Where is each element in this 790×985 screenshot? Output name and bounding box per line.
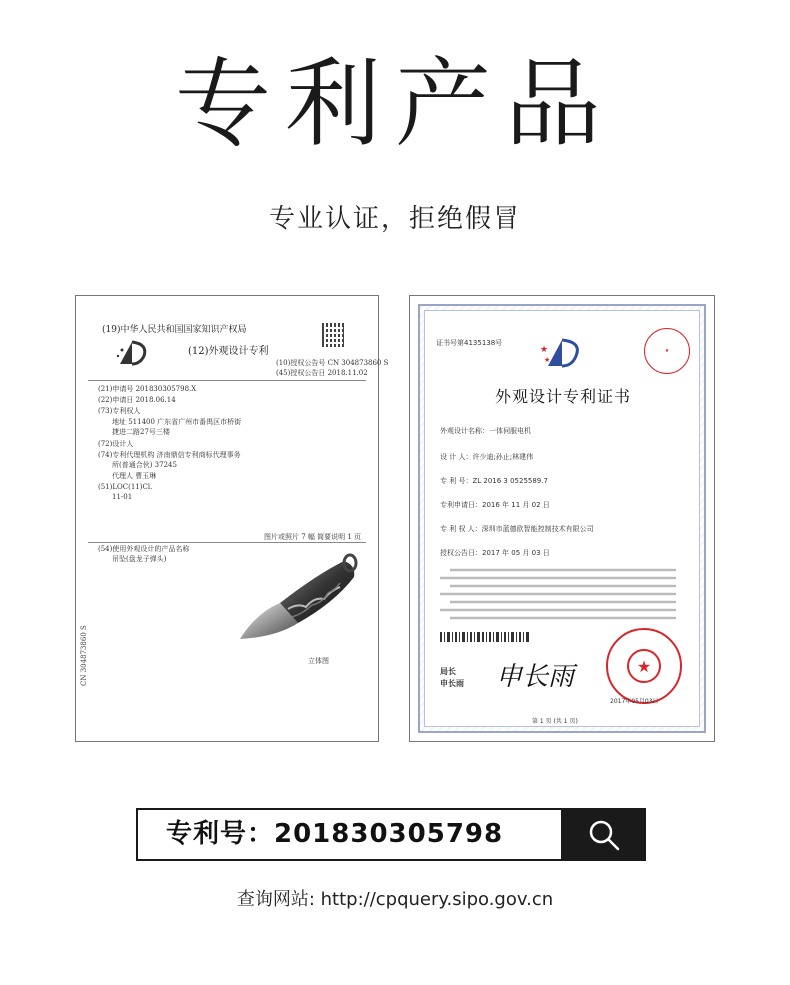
field-line: 所(普通合伙) 37245 xyxy=(112,461,177,469)
patent-publication-document xyxy=(75,295,389,742)
certificate-field: 专利申请日：2016 年 11 月 02 日 xyxy=(440,501,550,509)
page-footer: 第 1 页 (共 1 页) xyxy=(532,718,578,725)
certificate-body-text-lines xyxy=(440,564,680,626)
certificate-field: 专 利 权 人：深圳市蓝德欧智能控制技术有限公司 xyxy=(440,525,594,533)
patent-office-logo-icon xyxy=(538,336,586,370)
field-line: 11-01 xyxy=(112,493,133,501)
office-name: (19)中华人民共和国国家知识产权局 xyxy=(102,325,247,335)
svg-text:★: ★ xyxy=(540,345,549,355)
barcode-icon xyxy=(440,632,560,642)
certificate-number: 证书号第4135138号 xyxy=(436,339,503,347)
qr-code-icon xyxy=(322,323,346,347)
field-line: (73)专利权人 xyxy=(98,407,141,415)
divider xyxy=(88,380,366,381)
certificate-title: 外观设计专利证书 xyxy=(494,387,631,406)
field-line: (51)LOC(11)Cl. xyxy=(98,483,153,491)
field-line: 地址 511400 广东省广州市番禺区市桥街 xyxy=(112,418,242,426)
patent-number-text: 专利号：201830305798 xyxy=(166,819,504,849)
patent-number-search-bar[interactable] xyxy=(136,808,646,861)
query-website[interactable]: 查询网站: http://cpquery.sipo.gov.cn xyxy=(236,889,554,910)
product-name: 吊坠(盘龙子弹头) xyxy=(112,555,167,563)
certificate-seal-small: ★ xyxy=(644,328,690,374)
official-red-seal xyxy=(606,628,682,704)
field-line: 捷进二路27号三楼 xyxy=(112,428,170,436)
search-button[interactable] xyxy=(561,808,646,861)
bullet-pendant-image xyxy=(226,551,366,651)
director-label: 局长 xyxy=(440,667,456,676)
certificate-field: 授权公告日：2017 年 05 月 03 日 xyxy=(440,549,550,557)
field-line: (22)申请日 2018.06.14 xyxy=(98,396,176,404)
publication-date: (45)授权公告日 2018.11.02 xyxy=(276,369,368,377)
patent-office-logo-icon xyxy=(114,338,154,368)
divider xyxy=(88,542,366,543)
certificate-field: 外观设计名称：一体伺服电机 xyxy=(440,427,531,435)
director-signature: 申长雨 xyxy=(496,662,575,692)
document-type: (12)外观设计专利 xyxy=(188,346,269,357)
director-name: 申长雨 xyxy=(440,679,464,688)
certificate-field: 专 利 号：ZL 2016 3 0525589.7 xyxy=(440,477,548,485)
product-heading: (54)使用外观设计的产品名称 xyxy=(98,545,190,553)
field-line: (72)设计人 xyxy=(98,440,134,448)
page-title: 专利产品 xyxy=(175,48,615,160)
seal-date: 2017年05月03日 xyxy=(610,698,659,705)
certificate-field: 设 计 人：许少迪;孙止;林建伟 xyxy=(440,453,534,461)
field-line: 代理人 曹玉琳 xyxy=(112,472,157,480)
side-document-code: CN 304873860 S xyxy=(80,625,88,686)
search-icon xyxy=(587,818,621,852)
view-label: 立体图 xyxy=(308,657,329,665)
svg-text:★: ★ xyxy=(636,657,652,676)
patent-certificate-document xyxy=(409,295,715,742)
publication-number: (10)授权公告号 CN 304873860 S xyxy=(276,359,389,367)
page-subtitle: 专业认证，拒绝假冒 xyxy=(268,204,521,234)
svg-text:★: ★ xyxy=(544,356,551,364)
page-note: 图片或照片 7 幅 简要说明 1 页 xyxy=(264,533,362,541)
field-line: (74)专利代理机构 济南鼎信专利商标代理事务 xyxy=(98,451,241,459)
field-line: (21)申请号 201830305798.X xyxy=(98,385,197,393)
national-emblem-icon xyxy=(621,646,667,686)
